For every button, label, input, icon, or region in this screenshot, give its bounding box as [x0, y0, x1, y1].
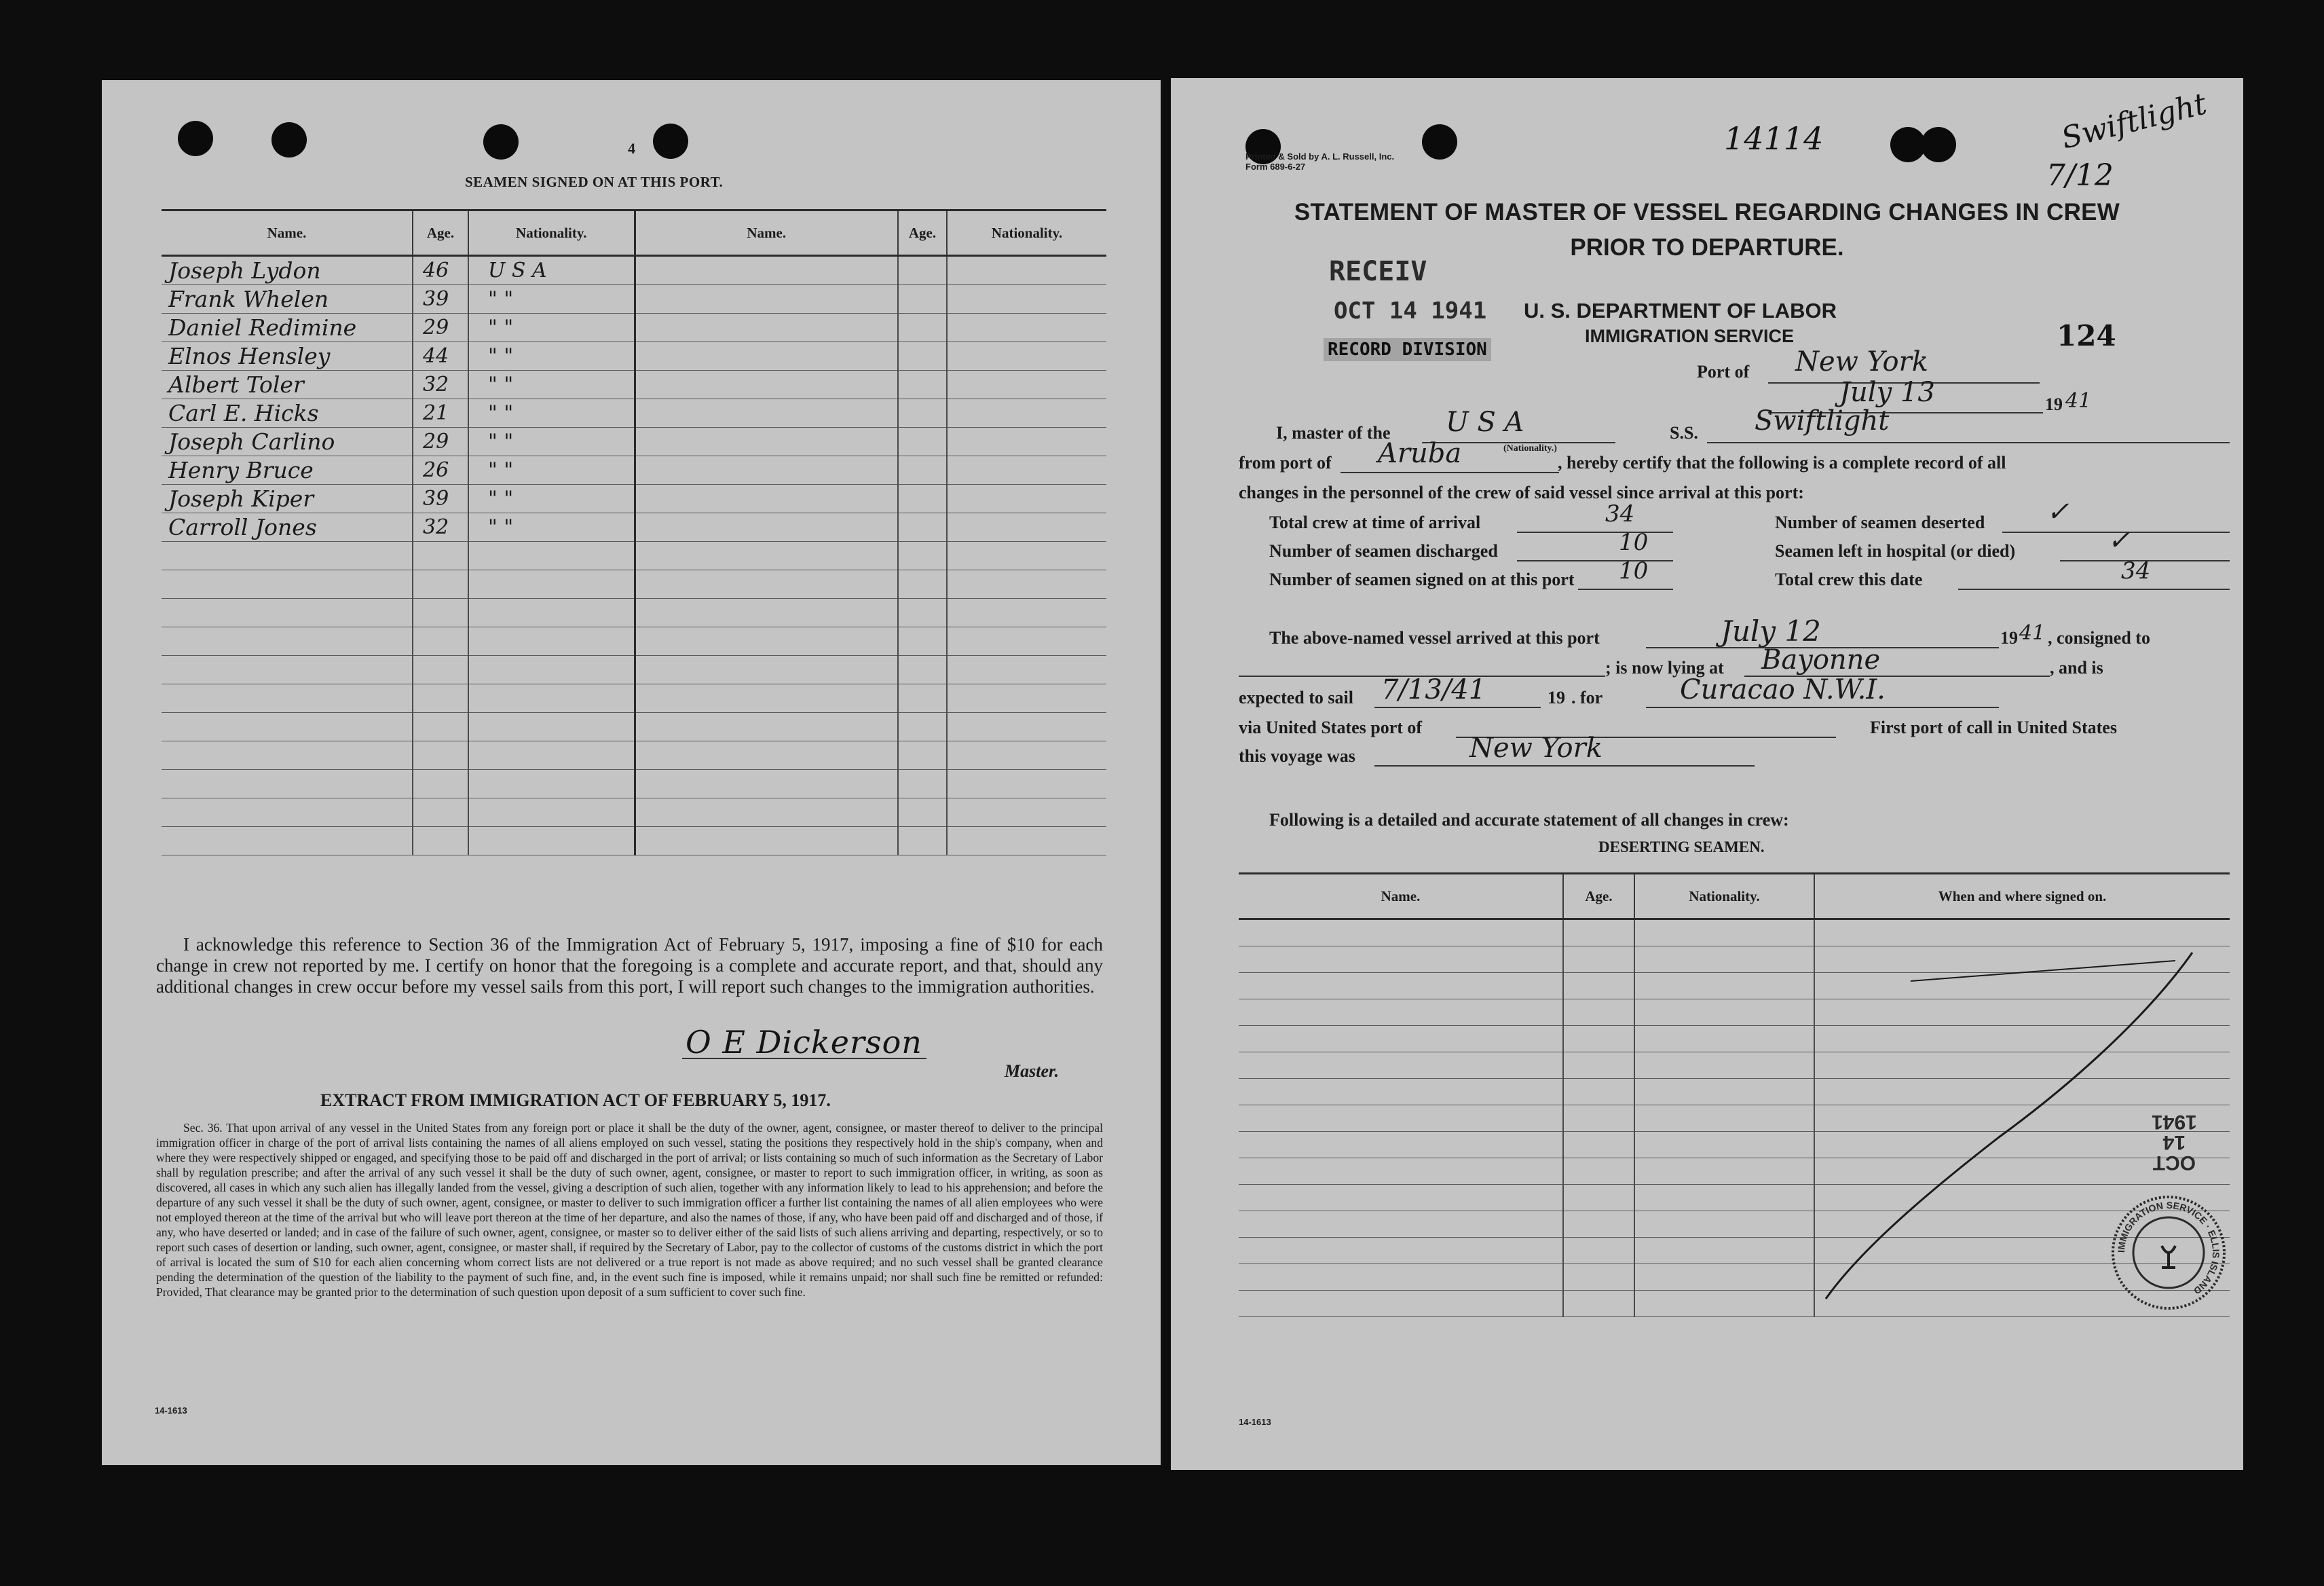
empty-cell	[898, 456, 947, 485]
seaman-nationality: " "	[468, 399, 635, 428]
date-received-stamp	[2152, 1111, 2197, 1173]
empty-cell	[635, 371, 898, 399]
sail-value: 7/13/41	[1381, 674, 1486, 705]
empty-cell	[413, 684, 468, 713]
punch-hole	[271, 122, 307, 158]
signed-on-value: 10	[1619, 557, 1649, 585]
total-arrival-label: Total crew at time of arrival	[1269, 513, 1481, 532]
table-row	[162, 456, 1106, 485]
seaman-age: 39	[413, 485, 468, 513]
empty-cell	[947, 513, 1106, 542]
seaman-age: 46	[413, 256, 468, 285]
table-row	[162, 599, 1106, 627]
department-name: U. S. DEPARTMENT OF LABOR	[1524, 299, 1837, 322]
empty-cell	[898, 656, 947, 684]
empty-cell	[413, 713, 468, 741]
strike-through-mark	[1171, 78, 2243, 1470]
master-label: Master.	[1005, 1061, 1060, 1081]
empty-cell	[162, 798, 413, 827]
table-row	[162, 371, 1106, 399]
empty-cell	[162, 684, 413, 713]
empty-cell	[947, 656, 1106, 684]
seaman-nationality: " "	[468, 485, 635, 513]
empty-cell	[947, 456, 1106, 485]
lying-label: ; is now lying at	[1605, 658, 1724, 678]
empty-cell	[468, 599, 635, 627]
extract-title: EXTRACT FROM IMMIGRATION ACT OF FEBRUARY 5, 1917.	[320, 1090, 831, 1110]
empty-cell	[898, 798, 947, 827]
empty-cell	[635, 314, 898, 342]
seaman-name: Daniel Redimine	[162, 314, 413, 342]
seaman-nationality: U S A	[468, 256, 635, 285]
seaman-nationality: " "	[468, 513, 635, 542]
column-header: When and where signed on.	[1814, 874, 2230, 919]
total-date-label: Total crew this date	[1775, 570, 1923, 589]
column-header: Name.	[162, 210, 413, 256]
empty-cell	[162, 770, 413, 798]
empty-cell	[162, 827, 413, 855]
date-value: July 13	[1839, 377, 1935, 408]
column-header: Age.	[413, 210, 468, 256]
table-row	[162, 399, 1106, 428]
table-row	[162, 542, 1106, 570]
table-row	[162, 285, 1106, 314]
empty-cell	[635, 798, 898, 827]
empty-cell	[947, 827, 1106, 855]
empty-cell	[635, 256, 898, 285]
empty-cell	[413, 770, 468, 798]
discharged-label: Number of seamen discharged	[1269, 541, 1498, 561]
section-title: SEAMEN SIGNED ON AT THIS PORT.	[465, 174, 724, 190]
table-row	[162, 684, 1106, 713]
punch-hole	[483, 124, 519, 160]
and-is-label: , and is	[2050, 658, 2103, 678]
empty-cell	[898, 542, 947, 570]
empty-cell	[635, 428, 898, 456]
for-value: Curacao N.W.I.	[1680, 674, 1886, 705]
signed-on-label: Number of seamen signed on at this port	[1269, 570, 1575, 589]
empty-cell	[898, 599, 947, 627]
form-title-line1: STATEMENT OF MASTER OF VESSEL REGARDING CHANGES IN CREW	[1294, 199, 2120, 225]
empty-cell	[413, 570, 468, 599]
page-number: 4	[628, 140, 635, 157]
empty-cell	[898, 428, 947, 456]
seaman-age: 32	[413, 513, 468, 542]
empty-cell	[635, 342, 898, 371]
total-arrival-value: 34	[1605, 500, 1635, 528]
extract-text: Sec. 36. That upon arrival of any vessel in the United States from any foreign port or place it shall be the duty of the owner, agent, consignee, or master thereof to deliver to the principal immigration officer in charge of the port of arrival lists containing the names of all aliens employed on such vessel, stating the positions they respectively hold in the ship's company, when and where they were respectively shipped or engaged, and specifying those to be paid off and discharged in the port of arrival; or lists containing so much of such information as the Secretary of Labor shall by regulation prescribe; and after the arrival of any such vessel it shall be the duty of such owner, agent, consignee, or master to report to such immigration officer, in writing, as soon as discovered, all cases in which any such alien has illegally landed from the vessel, giving a description of such alien, together with any information likely to lead to his apprehension; and before the departure of any such vessel it shall be the duty of such owner, agent, consignee, or master to deliver to such immigration officer a further list containing the names of all alien employees who were not employed thereon at the time of the arrival but who will leave port thereon at the time of her departure, and also the names of those, if any, who have been paid off and discharged and of those, if any, who have deserted or landed; and in case of the failure of such owner, agent, consignee, or master so to deliver either of the said lists of such aliens arriving and departing, respectively, or so to report such cases of desertion or landing, such owner, agent, consignee, or master shall, if required by the Secretary of Labor, pay to the collector of customs of the customs district in which the port of arrival is located the sum of $10 for each alien concerning whom correct lists are not delivered or a true report is not made as above required; and no such vessel shall be granted clearance pending the determination of the question of the liability to the payment of such fine, and, in the event such fine is imposed, while it remains unpaid; nor shall such fine be remitted or refunded: Provided, That clearance may be granted prior to the determination of such question upon deposit of a sum sufficient to cover such fine.	[156, 1121, 1103, 1299]
following-text: Following is a detailed and accurate statement of all changes in crew:	[1269, 810, 1789, 830]
empty-cell	[898, 627, 947, 656]
empty-cell	[413, 741, 468, 770]
year-value: 41	[2065, 389, 2092, 413]
seaman-nationality: " "	[468, 314, 635, 342]
empty-cell	[635, 713, 898, 741]
empty-cell	[162, 713, 413, 741]
empty-cell	[468, 770, 635, 798]
form-number: 14-1613	[155, 1405, 187, 1416]
ship-note: Swiftlight	[2058, 86, 2211, 156]
column-header: Age.	[1563, 874, 1634, 919]
seaman-name: Carroll Jones	[162, 513, 413, 542]
empty-cell	[898, 342, 947, 371]
empty-cell	[947, 428, 1106, 456]
right-page	[1171, 78, 2243, 1470]
sail-year: 19	[1548, 688, 1565, 707]
empty-cell	[635, 399, 898, 428]
stamp-year: 1941	[2152, 1111, 2197, 1133]
table-row	[162, 656, 1106, 684]
empty-cell	[947, 713, 1106, 741]
column-header: Nationality.	[947, 210, 1106, 256]
seaman-age: 26	[413, 456, 468, 485]
empty-cell	[635, 684, 898, 713]
hospital-value: ✓	[2107, 525, 2131, 556]
column-header: Nationality.	[468, 210, 635, 256]
empty-cell	[162, 599, 413, 627]
column-header: Name.	[1239, 874, 1563, 919]
empty-cell	[947, 399, 1106, 428]
received-stamp: RECEIV	[1329, 256, 1427, 287]
empty-cell	[468, 713, 635, 741]
seaman-name: Elnos Hensley	[162, 342, 413, 371]
port-label: Port of	[1697, 362, 1750, 382]
empty-cell	[898, 399, 947, 428]
empty-cell	[947, 570, 1106, 599]
table-row	[162, 256, 1106, 285]
master-of-label: I, master of the	[1276, 423, 1391, 443]
service-name: IMMIGRATION SERVICE	[1585, 326, 1795, 346]
punch-hole	[178, 121, 213, 156]
date-note: 7/12	[2046, 158, 2114, 193]
empty-cell	[947, 542, 1106, 570]
changes-text: changes in the personnel of the crew of said vessel since arrival at this port:	[1239, 483, 1804, 502]
acknowledgment-text: I acknowledge this reference to Section 36 of the Immigration Act of February 5, 1917, imposing a fine of $10 for each change in crew not reported by me. I certify on honor that the foregoing is a complete and accurate report, and that, should any additional changes in crew occur before my vessel sails from this port, I will report such changes to the immigration authorities.	[156, 934, 1103, 997]
left-page	[102, 80, 1161, 1465]
port-value: New York	[1795, 346, 1928, 377]
table-row	[162, 627, 1106, 656]
form-title-line2: PRIOR TO DEPARTURE.	[1570, 234, 1844, 261]
empty-cell	[898, 485, 947, 513]
empty-cell	[635, 627, 898, 656]
file-number: 14114	[1724, 120, 1824, 157]
for-label: . for	[1571, 688, 1603, 707]
seaman-age: 44	[413, 342, 468, 371]
via-label: via United States port of	[1239, 718, 1423, 737]
empty-cell	[947, 342, 1106, 371]
seaman-nationality: " "	[468, 342, 635, 371]
empty-cell	[898, 741, 947, 770]
form-number: 14-1613	[1239, 1417, 1271, 1427]
stamp-month: OCT	[2152, 1151, 2196, 1174]
empty-cell	[413, 542, 468, 570]
column-header: Nationality.	[1634, 874, 1814, 919]
nationality-caption: (Nationality.)	[1503, 443, 1557, 454]
table-row	[162, 798, 1106, 827]
nationality-value: U S A	[1446, 407, 1524, 438]
empty-cell	[635, 770, 898, 798]
empty-cell	[898, 570, 947, 599]
column-header: Age.	[898, 210, 947, 256]
arrived-label: The above-named vessel arrived at this port	[1269, 628, 1600, 648]
seaman-nationality: " "	[468, 285, 635, 314]
empty-cell	[468, 542, 635, 570]
empty-cell	[947, 741, 1106, 770]
empty-cell	[468, 798, 635, 827]
empty-cell	[635, 285, 898, 314]
record-division-stamp: RECORD DIVISION	[1324, 338, 1491, 361]
empty-cell	[162, 627, 413, 656]
empty-cell	[898, 371, 947, 399]
from-port-value: Aruba	[1378, 438, 1462, 469]
empty-cell	[947, 770, 1106, 798]
form-code: Form 689-6-27	[1245, 162, 1306, 172]
seaman-age: 21	[413, 399, 468, 428]
empty-cell	[947, 371, 1106, 399]
empty-cell	[162, 656, 413, 684]
deserted-value: ✓	[2046, 496, 2069, 528]
empty-cell	[898, 770, 947, 798]
empty-cell	[468, 827, 635, 855]
empty-cell	[468, 741, 635, 770]
seaman-name: Joseph Carlino	[162, 428, 413, 456]
empty-cell	[635, 456, 898, 485]
table-row	[162, 513, 1106, 542]
arrived-year: 41	[2019, 621, 2046, 645]
empty-cell	[468, 656, 635, 684]
table-row	[162, 770, 1106, 798]
empty-cell	[635, 656, 898, 684]
empty-cell	[635, 741, 898, 770]
empty-cell	[468, 570, 635, 599]
empty-cell	[947, 314, 1106, 342]
empty-cell	[635, 485, 898, 513]
column-header: Name.	[635, 210, 898, 256]
immigration-seal	[2107, 1192, 2230, 1314]
table-row	[162, 713, 1106, 741]
seaman-nationality: " "	[468, 371, 635, 399]
voyage-label: this voyage was	[1239, 746, 1355, 766]
empty-cell	[635, 570, 898, 599]
seaman-name: Albert Toler	[162, 371, 413, 399]
empty-cell	[947, 684, 1106, 713]
voyage-value: New York	[1469, 733, 1603, 764]
seal-text: IMMIGRATION SERVICE · ELLIS ISLAND	[2115, 1199, 2222, 1297]
record-number: 124	[2057, 319, 2116, 352]
empty-cell	[898, 256, 947, 285]
deserting-title: DESERTING SEAMEN.	[1598, 838, 1765, 855]
empty-cell	[635, 827, 898, 855]
table-row	[162, 570, 1106, 599]
punch-hole	[653, 124, 688, 159]
empty-cell	[413, 798, 468, 827]
lying-value: Bayonne	[1761, 644, 1881, 676]
certify-text: , hereby certify that the following is a complete record of all	[1558, 453, 2006, 473]
empty-cell	[947, 798, 1106, 827]
printer-line: Printed & Sold by A. L. Russell, Inc.	[1245, 151, 1395, 162]
table-row	[162, 741, 1106, 770]
empty-cell	[947, 256, 1106, 285]
table-row	[162, 485, 1106, 513]
empty-cell	[635, 599, 898, 627]
empty-cell	[947, 627, 1106, 656]
empty-cell	[635, 542, 898, 570]
empty-cell	[635, 513, 898, 542]
empty-cell	[898, 314, 947, 342]
arrived-year-prefix: 19	[2000, 628, 2018, 648]
svg-text:IMMIGRATION SERVICE · ELLIS IS	[2116, 1200, 2222, 1297]
seamen-signed-on-table	[162, 209, 1106, 855]
from-port-label: from port of	[1239, 453, 1332, 473]
ship-value: Swiftlight	[1755, 405, 1890, 437]
signature-line	[682, 1058, 926, 1059]
empty-cell	[898, 513, 947, 542]
empty-cell	[413, 627, 468, 656]
total-date-value: 34	[2121, 557, 2151, 585]
table-row	[162, 827, 1106, 855]
seaman-nationality: " "	[468, 456, 635, 485]
seaman-age: 39	[413, 285, 468, 314]
stamp-day: 14	[2162, 1131, 2186, 1154]
empty-cell	[898, 713, 947, 741]
master-signature: O E Dickerson	[686, 1024, 922, 1061]
seaman-name: Carl E. Hicks	[162, 399, 413, 428]
sail-label: expected to sail	[1239, 688, 1353, 707]
empty-cell	[947, 599, 1106, 627]
seaman-name: Frank Whelen	[162, 285, 413, 314]
seaman-name: Henry Bruce	[162, 456, 413, 485]
table-row	[162, 342, 1106, 371]
empty-cell	[947, 285, 1106, 314]
empty-cell	[413, 656, 468, 684]
hospital-label: Seamen left in hospital (or died)	[1775, 541, 2016, 561]
first-port-label: First port of call in United States	[1870, 718, 2117, 737]
empty-cell	[947, 485, 1106, 513]
seaman-name: Joseph Kiper	[162, 485, 413, 513]
received-date-stamp: OCT 14 1941	[1334, 297, 1487, 325]
empty-cell	[162, 570, 413, 599]
table-row	[162, 428, 1106, 456]
empty-cell	[162, 542, 413, 570]
empty-cell	[468, 684, 635, 713]
table-row	[162, 314, 1106, 342]
arrived-value: July 12	[1721, 614, 1821, 648]
empty-cell	[898, 827, 947, 855]
empty-cell	[413, 827, 468, 855]
empty-cell	[413, 599, 468, 627]
deserted-label: Number of seamen deserted	[1775, 513, 1985, 532]
seaman-age: 32	[413, 371, 468, 399]
empty-cell	[468, 627, 635, 656]
empty-cell	[162, 741, 413, 770]
seaman-nationality: " "	[468, 428, 635, 456]
seaman-age: 29	[413, 428, 468, 456]
consigned-label: , consigned to	[2048, 628, 2150, 648]
ss-label: S.S.	[1670, 423, 1698, 443]
year-prefix: 19	[2045, 394, 2063, 414]
empty-cell	[898, 285, 947, 314]
empty-cell	[898, 684, 947, 713]
discharged-value: 10	[1619, 529, 1649, 556]
seaman-name: Joseph Lydon	[162, 256, 413, 285]
seaman-age: 29	[413, 314, 468, 342]
